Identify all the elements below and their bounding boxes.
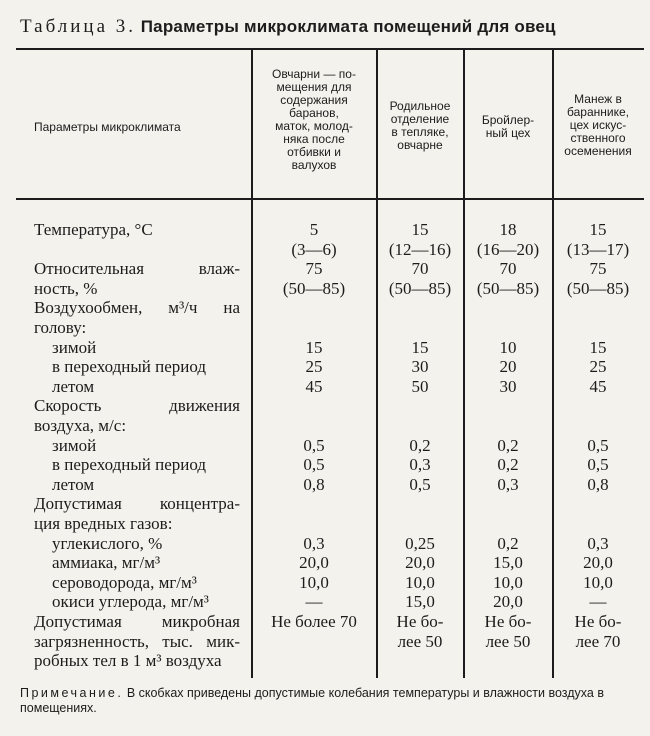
row-label: робных тел в 1 м³ воздуха xyxy=(34,651,222,671)
table-row xyxy=(0,396,650,415)
cell-value: 15 xyxy=(589,337,607,357)
table-title xyxy=(20,16,640,38)
table-row xyxy=(0,573,650,592)
cell-value: 0,2 xyxy=(497,435,519,455)
table-row xyxy=(0,632,650,651)
cell-value: 50 xyxy=(411,376,429,396)
cell-value: 10,0 xyxy=(405,572,435,592)
table-number: Таблица 3. xyxy=(20,16,137,37)
cell-value: лее 50 xyxy=(485,631,531,651)
cell-value: 0,2 xyxy=(497,455,519,475)
table-row xyxy=(0,651,650,670)
table-row xyxy=(0,220,650,239)
cell-value: 70 xyxy=(499,259,517,279)
cell-value: 20 xyxy=(499,357,517,377)
table-caption: Параметры микроклимата помещений для овец xyxy=(140,17,556,36)
cell-value: 45 xyxy=(305,376,323,396)
cell-value: 0,5 xyxy=(587,435,609,455)
table-row xyxy=(0,259,650,278)
cell-value: 0,25 xyxy=(405,533,435,553)
header-bottom-rule xyxy=(16,198,644,200)
table-row xyxy=(0,455,650,474)
cell-value: (50—85) xyxy=(282,278,346,298)
cell-value: (50—85) xyxy=(566,278,630,298)
row-label: Допустимая микробная xyxy=(34,612,240,631)
cell-value: Не бо- xyxy=(396,612,444,631)
column-header-4: Манеж в бараннике, цех искус- ственного осеменения xyxy=(564,92,632,158)
cell-value: 0,3 xyxy=(303,533,325,553)
cell-value: 30 xyxy=(411,357,429,377)
column-header-3: Бройлер- ный цех xyxy=(481,113,535,140)
cell-value: 18 xyxy=(499,220,517,239)
row-label: загрязненность, тыс. мик- xyxy=(34,631,240,651)
cell-value: 0,2 xyxy=(409,435,431,455)
row-label: аммиака, мг/м³ xyxy=(52,553,161,573)
row-label: летом xyxy=(52,376,95,396)
cell-value: 75 xyxy=(589,259,607,279)
cell-value: 75 xyxy=(305,259,323,279)
cell-value: 10 xyxy=(499,337,517,357)
table-row xyxy=(0,338,650,357)
row-label: Относительная влаж- xyxy=(34,259,240,279)
cell-value: 0,5 xyxy=(587,455,609,475)
cell-value: 30 xyxy=(499,376,517,396)
table-row xyxy=(0,436,650,455)
row-label: ность, % xyxy=(34,278,98,298)
cell-value: лее 50 xyxy=(397,631,443,651)
cell-value: 25 xyxy=(589,357,607,377)
cell-value: 20,0 xyxy=(405,553,435,573)
table-row xyxy=(0,612,650,631)
table-row xyxy=(0,494,650,513)
cell-value: 10,0 xyxy=(493,572,523,592)
cell-value: 15 xyxy=(411,220,429,239)
cell-value: — xyxy=(589,592,607,612)
top-rule xyxy=(16,48,644,50)
cell-value: 10,0 xyxy=(299,572,329,592)
cell-value: 0,8 xyxy=(587,474,609,494)
row-label: зимой xyxy=(52,435,97,455)
cell-value: 15 xyxy=(589,220,607,239)
cell-value: 0,3 xyxy=(497,474,519,494)
cell-value: лее 70 xyxy=(575,631,621,651)
cell-value: (3—6) xyxy=(291,239,337,259)
row-label: летом xyxy=(52,474,95,494)
table-row xyxy=(0,240,650,259)
cell-value: (13—17) xyxy=(566,239,630,259)
cell-value: — xyxy=(305,592,323,612)
table-row xyxy=(0,514,650,533)
row-label: в переходный период xyxy=(52,357,207,377)
cell-value: 5 xyxy=(309,220,319,239)
cell-value: (50—85) xyxy=(476,278,540,298)
note-label: Примечание. xyxy=(20,686,124,700)
row-label: Допустимая концентра- xyxy=(34,494,240,514)
cell-value: Не бо- xyxy=(484,612,532,631)
cell-value: Не бо- xyxy=(574,612,622,631)
cell-value: 20,0 xyxy=(583,553,613,573)
cell-value: Не более 70 xyxy=(271,612,357,631)
cell-value: 15 xyxy=(411,337,429,357)
table-row xyxy=(0,298,650,317)
row-label: окиси углерода, мг/м³ xyxy=(52,592,209,612)
table-row xyxy=(0,318,650,337)
row-label: Воздухообмен, м³/ч на xyxy=(34,298,240,318)
cell-value: (16—20) xyxy=(476,239,540,259)
row-label: Скорость движения xyxy=(34,396,240,416)
row-label: Температура, °С xyxy=(34,220,153,239)
cell-value: 20,0 xyxy=(493,592,523,612)
cell-value: (50—85) xyxy=(388,278,452,298)
note-text: В скобках приведены допустимые колебания температуры и влажности воздуха в помещениях. xyxy=(20,686,604,715)
cell-value: 0,5 xyxy=(409,474,431,494)
table-row xyxy=(0,279,650,298)
cell-value: 0,5 xyxy=(303,435,325,455)
column-header-2: Родильное отделение в тепляке, овчарне xyxy=(389,99,451,152)
cell-value: 0,5 xyxy=(303,455,325,475)
row-label: в переходный период xyxy=(52,455,207,475)
row-label: голову: xyxy=(34,318,87,337)
table-row xyxy=(0,553,650,572)
column-header-1: Овчарни — по- мещения для содержания баранов, маток, молод- няка после отбивки и валухов xyxy=(272,67,356,172)
cell-value: 10,0 xyxy=(583,572,613,592)
table-row xyxy=(0,534,650,553)
cell-value: 25 xyxy=(305,357,323,377)
cell-value: 0,2 xyxy=(497,533,519,553)
cell-value: 70 xyxy=(411,259,429,279)
row-label: ция вредных газов: xyxy=(34,514,173,533)
cell-value: 45 xyxy=(589,376,607,396)
cell-value: 15 xyxy=(305,337,323,357)
cell-value: 0,3 xyxy=(409,455,431,475)
row-label: углекислого, % xyxy=(52,533,163,553)
cell-value: 0,3 xyxy=(587,533,609,553)
table-row xyxy=(0,592,650,611)
cell-value: 15,0 xyxy=(493,553,523,573)
row-label: сероводорода, мг/м³ xyxy=(52,572,197,592)
row-label: зимой xyxy=(52,337,97,357)
cell-value: (12—16) xyxy=(388,239,452,259)
table-row xyxy=(0,416,650,435)
row-label: воздуха, м/с: xyxy=(34,416,127,435)
cell-value: 15,0 xyxy=(405,592,435,612)
table-row xyxy=(0,475,650,494)
table-row xyxy=(0,357,650,376)
params-column-header: Параметры микроклимата xyxy=(34,120,181,134)
table-note xyxy=(20,686,640,716)
cell-value: 20,0 xyxy=(299,553,329,573)
table-row xyxy=(0,377,650,396)
cell-value: 0,8 xyxy=(303,474,325,494)
